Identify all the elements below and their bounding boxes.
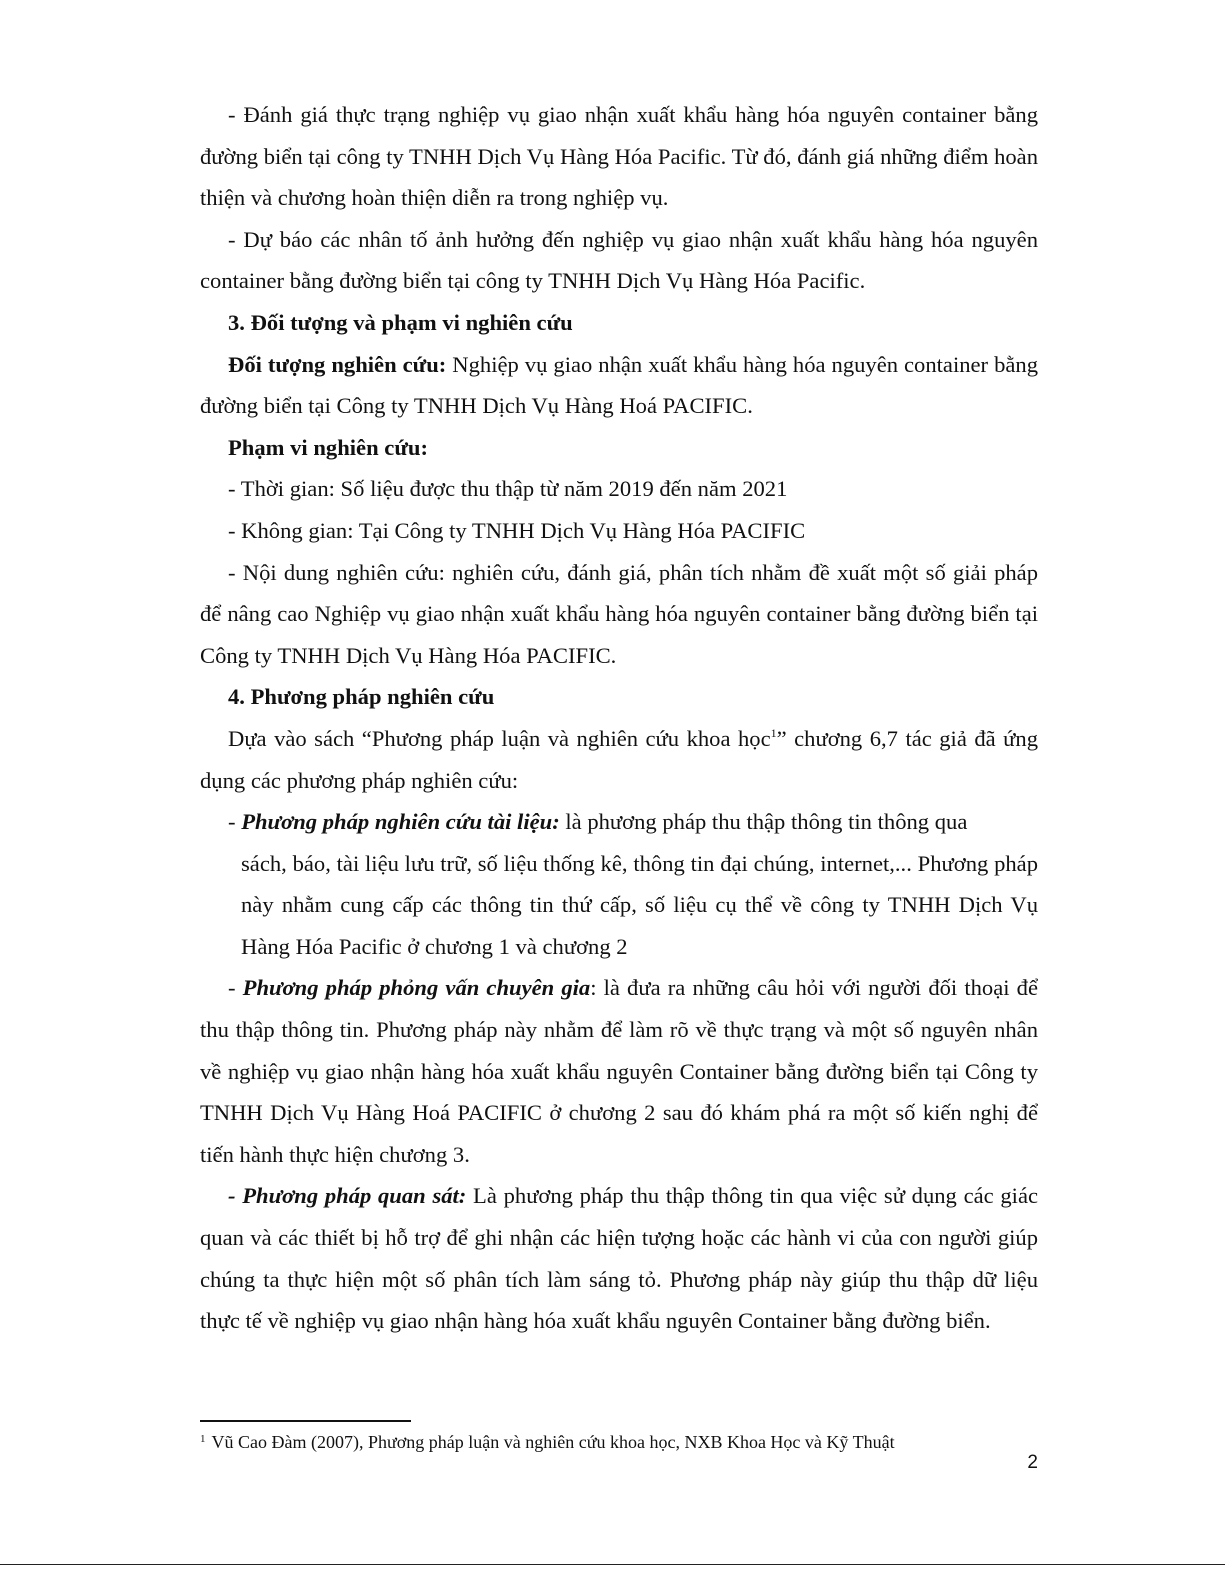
scope-heading: Phạm vi nghiên cứu: (228, 434, 428, 460)
footnote-marker: 1 (200, 1433, 206, 1445)
method-observation-text: Là phương pháp thu thập thông tin qua việc sử dụng các giác quan và các thiết bị hỗ trợ để ghi nhận các hiện tượng hoặc các hành vi của con người giúp chúng ta thực hiện một số phân tích làm sáng tỏ. Phương pháp này giúp thu thập dữ liệu thực tế về nghiệp vụ giao nhận hàng hóa xuất khẩu nguyên Container bằng đường biển. (200, 1183, 1038, 1334)
footnote-separator (200, 1420, 411, 1422)
scope-space: - Không gian: Tại Công ty TNHH Dịch Vụ Hàng Hóa PACIFIC (228, 517, 806, 543)
section-heading-4: 4. Phương pháp nghiên cứu (228, 684, 495, 710)
page-body (200, 94, 1038, 1342)
footnote-reference: 1 (770, 725, 777, 740)
method-document-dash: - (228, 809, 242, 835)
footnote (200, 1430, 1038, 1454)
method-document-text-a: là phương pháp thu thập thông tin thông qua (559, 809, 968, 835)
method-expert-interview (200, 967, 1038, 1175)
method-intro-text-b: ” chương 6,7 tác giả đã ứng dụng các phương pháp nghiên cứu: (200, 725, 1038, 793)
method-interview-label: Phương pháp phỏng vấn chuyên gia (242, 975, 591, 1001)
scope-time: - Thời gian: Số liệu được thu thập từ năm 2019 đến năm 2021 (228, 476, 788, 502)
page-bottom-border (0, 1564, 1225, 1565)
paragraph-research-object (200, 344, 1038, 427)
method-document-research-line (200, 801, 1038, 843)
method-observation (200, 1175, 1038, 1341)
method-interview-dash: - (228, 975, 243, 1001)
method-intro-text-a: Dựa vào sách “Phương pháp luận và nghiên cứu khoa học (228, 725, 771, 751)
method-document-research-body: sách, báo, tài liệu lưu trữ, số liệu thống kê, thông tin đại chúng, internet,... Phương pháp này nhằm cung cấp các thông tin thứ cấp, số liệu cụ thể về công ty TNHH Dịch Vụ Hàng Hóa Pacific ở chương 1 và chương 2 (241, 850, 1038, 959)
footnote-text: Vũ Cao Đàm (2007), Phương pháp luận và nghiên cứu khoa học, NXB Khoa Học và Kỹ Thuật (211, 1432, 895, 1452)
research-object-label: Đối tượng nghiên cứu: (228, 351, 447, 377)
scope-content: - Nội dung nghiên cứu: nghiên cứu, đánh giá, phân tích nhằm đề xuất một số giải pháp để nâng cao Nghiệp vụ giao nhận xuất khẩu hàng hóa nguyên container bằng đường biển tại Công ty TNHH Dịch Vụ Hàng Hóa PACIFIC. (200, 559, 1038, 668)
paragraph-assessment: - Đánh giá thực trạng nghiệp vụ giao nhận xuất khẩu hàng hóa nguyên container bằng đường biển tại công ty TNHH Dịch Vụ Hàng Hóa Pacific. Từ đó, đánh giá những điểm hoàn thiện và chương hoàn thiện diễn ra trong nghiệp vụ. (200, 102, 1038, 211)
paragraph-method-intro (200, 718, 1038, 801)
paragraph-forecast: - Dự báo các nhân tố ảnh hưởng đến nghiệp vụ giao nhận xuất khẩu hàng hóa nguyên container bằng đường biển tại công ty TNHH Dịch Vụ Hàng Hóa Pacific. (200, 226, 1038, 294)
method-document-label: Phương pháp nghiên cứu tài liệu: (241, 809, 560, 835)
section-heading-3: 3. Đối tượng và phạm vi nghiên cứu (228, 309, 573, 335)
method-interview-text: : là đưa ra những câu hỏi với người đối thoại để thu thập thông tin. Phương pháp này nhằm để làm rõ về thực trạng và một số nguyên nhân về nghiệp vụ giao nhận hàng hóa xuất khẩu nguyên Container bằng đường biển tại Công ty TNHH Dịch Vụ Hàng Hoá PACIFIC ở chương 2 sau đó khám phá ra một số kiến nghị để tiến hành thực hiện chương 3. (200, 975, 1038, 1167)
method-observation-label: - Phương pháp quan sát: (228, 1183, 467, 1209)
research-object-text: Nghiệp vụ giao nhận xuất khẩu hàng hóa nguyên container bằng đường biển tại Công ty TNHH Dịch Vụ Hàng Hoá PACIFIC. (200, 351, 1038, 419)
page-number: 2 (1027, 1452, 1038, 1473)
